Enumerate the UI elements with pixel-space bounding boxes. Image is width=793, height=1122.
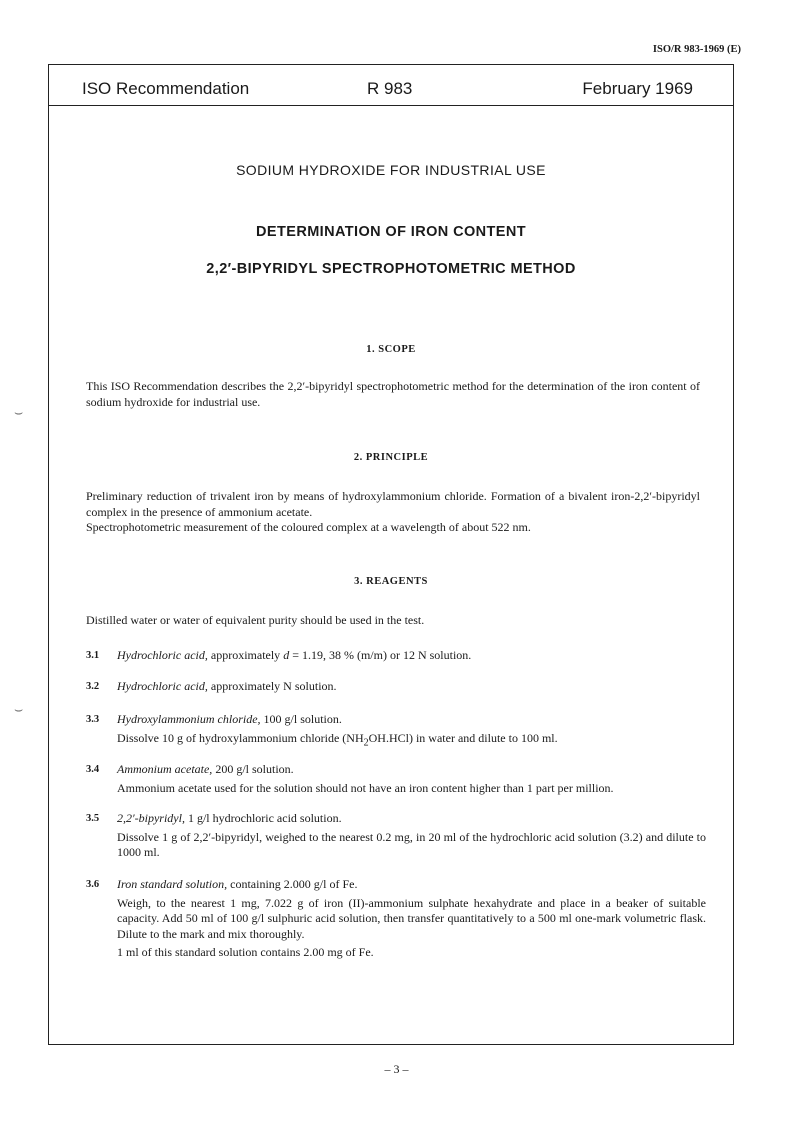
reagent-note: 1 ml of this standard solution contains 2.00 mg of Fe. <box>117 945 374 959</box>
reagents-intro: Distilled water or water of equivalent purity should be used in the test. <box>86 613 425 627</box>
reagent-instruction: Dissolve 1 g of 2,2′-bipyridyl, weighed to the nearest 0.2 mg, in 20 ml of the hydrochloric acid solution (3.2) and dilute to 1000 ml. <box>117 829 706 859</box>
reagent-text: = 1.19, 38 % (m/m) or 12 N solution. <box>289 648 472 662</box>
item-number: 3.2 <box>86 681 100 692</box>
reagent-text: 200 g/l solution. <box>212 762 294 776</box>
reagent-text: 100 g/l solution. <box>260 712 342 726</box>
principle-text-line-2: Spectrophotometric measurement of the coloured complex at a wavelength of about 522 nm. <box>86 520 531 534</box>
reagent-name: Iron standard solution, <box>117 877 228 891</box>
reagent-3-3 <box>86 712 706 750</box>
method-title: 2,2′-BIPYRIDYL SPECTROPHOTOMETRIC METHOD <box>206 261 576 277</box>
reagent-instruction: OH.HCl) in water and dilute to 100 ml. <box>368 730 558 745</box>
item-number: 3.6 <box>86 879 100 890</box>
item-number: 3.4 <box>86 764 100 775</box>
reagent-3-2 <box>86 679 706 695</box>
subscript: 2 <box>363 736 369 748</box>
header-series: ISO Recommendation <box>82 79 250 98</box>
reagent-instruction: Ammonium acetate used for the solution should not have an iron content higher than 1 part per million. <box>117 780 614 795</box>
principle-heading: 2. PRINCIPLE <box>353 452 429 463</box>
reagent-name: 2,2′-bipyridyl, <box>117 811 185 825</box>
density-symbol: d <box>283 648 290 662</box>
reagent-3-1 <box>86 648 706 664</box>
page-frame <box>48 64 734 1045</box>
reagent-text: 1 g/l hydrochloric acid solution. <box>184 811 342 825</box>
reagent-instruction: Dissolve 10 g of hydroxylammonium chloride (NH <box>117 730 364 745</box>
reagent-text: approximately <box>207 648 284 662</box>
reagent-name: Hydrochloric acid, <box>117 679 208 693</box>
principle-text <box>86 489 700 536</box>
reagent-name: Ammonium acetate, <box>117 762 213 776</box>
reagent-instruction: Weigh, to the nearest 1 mg, 7.022 g of iron (II)-ammonium sulphate hexahydrate and place in a beaker of suitable capacity. Add 50 ml of 100 g/l sulphuric acid solution, then transfer quantitatively to a 500 ml one-mark volumetric flask. Dilute to the mark and mix thoroughly. <box>117 895 706 941</box>
page-number: – 3 – <box>384 1062 409 1076</box>
scope-text: This ISO Recommendation describes the 2,2′-bipyridyl spectrophotometric method for the determination of the iron content of sodium hydroxide for industrial use. <box>86 379 700 409</box>
item-number: 3.5 <box>86 813 100 824</box>
item-number: 3.3 <box>86 714 100 725</box>
reagent-text: approximately N solution. <box>207 679 337 693</box>
reagent-name: Hydrochloric acid, <box>117 648 208 662</box>
principle-text-line-1: Preliminary reduction of trivalent iron by means of hydroxylammonium chloride. Formation of a bivalent iron-2,2′-bipyridyl complex in the presence of ammonium acetate. <box>86 489 700 519</box>
reagent-3-5 <box>86 811 706 861</box>
reagents-heading: 3. REAGENTS <box>354 576 428 587</box>
document-reference: ISO/R 983-1969 (E) <box>652 44 741 55</box>
item-number: 3.1 <box>86 650 100 661</box>
document-title: SODIUM HYDROXIDE FOR INDUSTRIAL USE <box>236 162 546 178</box>
header-date: February 1969 <box>582 79 693 98</box>
reagent-3-6 <box>86 877 706 961</box>
reagent-text: containing 2.000 g/l of Fe. <box>227 877 358 891</box>
binding-mark: ⌣ <box>14 703 24 718</box>
scope-heading: 1. SCOPE <box>366 344 416 355</box>
reagent-name: Hydroxylammonium chloride, <box>117 712 261 726</box>
binding-mark: ⌣ <box>14 406 24 421</box>
header-bar <box>49 65 733 106</box>
header-number: R 983 <box>367 79 413 98</box>
document-subtitle: DETERMINATION OF IRON CONTENT <box>256 224 526 240</box>
reagent-3-4 <box>86 762 706 796</box>
